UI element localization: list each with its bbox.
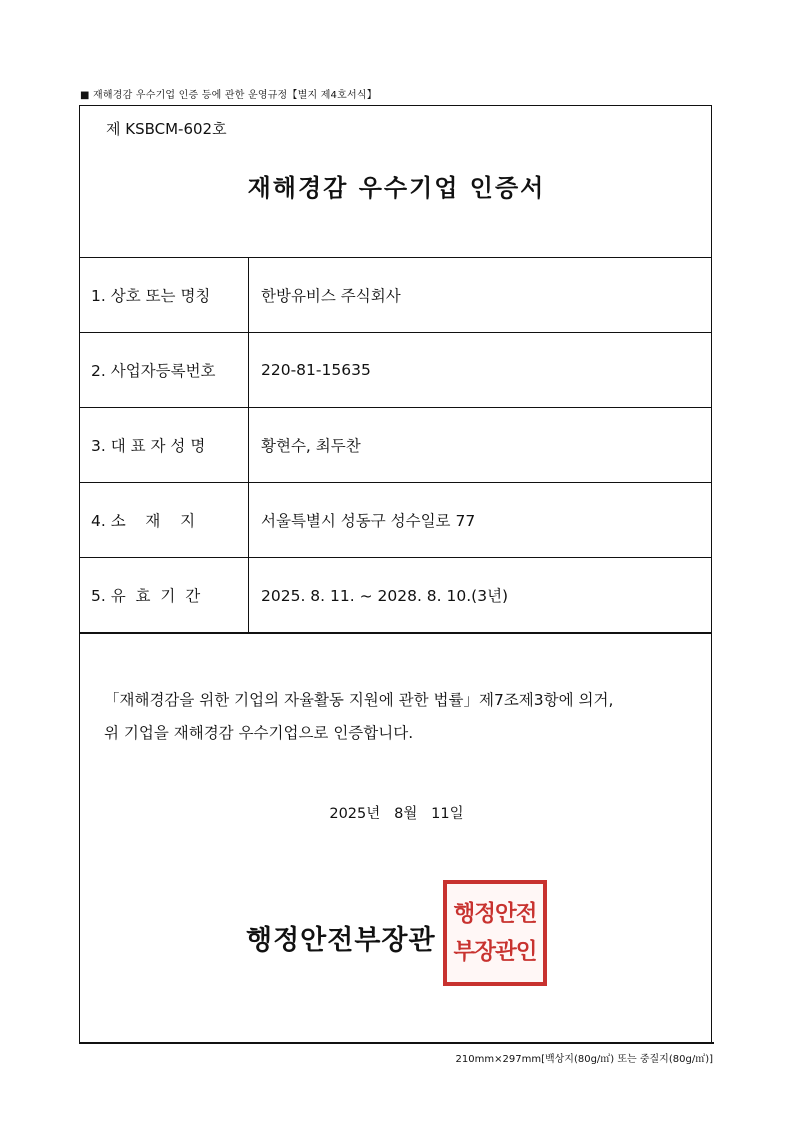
field-row-validity [79, 557, 712, 632]
table-bottom-rule [79, 632, 712, 634]
field-label: 2. 사업자등록번호 [79, 333, 249, 407]
certificate-number: 제 KSBCM-602호 [106, 120, 227, 138]
certification-statement-line1: 「재해경감을 위한 기업의 자율활동 지원에 관한 법률」제7조제3항에 의거, [104, 691, 614, 709]
field-label: 5. 유 효 기 간 [79, 558, 249, 632]
certificate-title: 재해경감 우수기업 인증서 [247, 174, 546, 202]
field-row-business-number [79, 332, 712, 407]
field-row-address [79, 482, 712, 557]
paper-spec-note: 210mm×297mm[백상지(80g/㎡) 또는 중질지(80g/㎡)] [455, 1054, 713, 1065]
field-row-company-name [79, 257, 712, 332]
certification-statement-line2: 위 기업을 재해경감 우수기업으로 인증합니다. [104, 724, 414, 742]
bottom-rule [79, 1042, 714, 1044]
field-value: 서울특별시 성동구 성수일로 77 [261, 512, 476, 530]
field-value: 2025. 8. 11. ~ 2028. 8. 10.(3년) [261, 587, 509, 605]
field-label: 4. 소 재 지 [79, 483, 249, 557]
official-seal-icon [443, 880, 547, 986]
seal-text-line2: 부장관인 [453, 939, 537, 965]
seal-text-line1: 행정안전 [453, 901, 537, 927]
field-label: 3. 대 표 자 성 명 [79, 408, 249, 482]
issuer-name: 행정안전부장관 [246, 925, 436, 956]
field-label: 1. 상호 또는 명칭 [79, 258, 249, 332]
field-value: 한방유비스 주식회사 [261, 287, 401, 305]
issue-date: 2025년 8월 11일 [329, 806, 464, 822]
field-row-representative [79, 407, 712, 482]
field-value: 220-81-15635 [261, 361, 371, 379]
field-value: 황현수, 최두찬 [261, 437, 361, 455]
form-caption: ■ 재해경감 우수기업 인증 등에 관한 운영규정【별지 제4호서식】 [80, 90, 377, 101]
